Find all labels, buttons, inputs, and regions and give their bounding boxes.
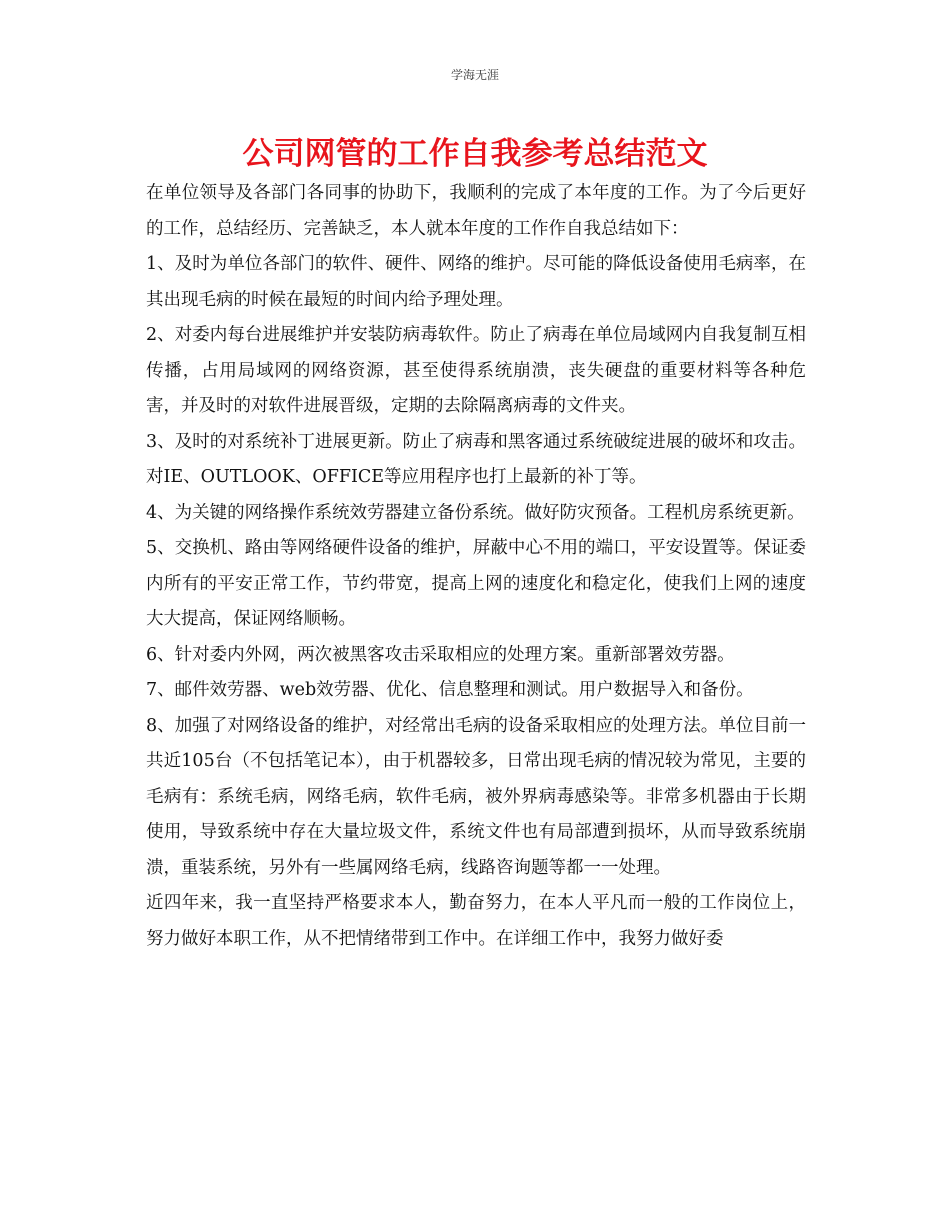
paragraph-item-8: 8、加强了对网络设备的维护，对经常出毛病的设备采取相应的处理方法。单位目前一共近105台（不包括笔记本），由于机器较多，日常出现毛病的情况较为常见，主要的毛病有：系统毛病，网络毛病，软件毛病，被外界病毒感染等。非常多机器由于长期使用，导致系统中存在大量垃圾文件，系统文件也有局部遭到损坏，从而导致系统崩溃，重装系统，另外有一些属网络毛病，线路咨询题等都一一处理。 bbox=[146, 715, 806, 878]
paragraph-item-5: 5、交换机、路由等网络硬件设备的维护，屏蔽中心不用的端口，平安设置等。保证委内所有的平安正常工作，节约带宽，提高上网的速度化和稳定化，使我们上网的速度大大提高，保证网络顺畅。 bbox=[146, 538, 806, 629]
document-body bbox=[146, 176, 806, 957]
paragraph-item-7: 7、邮件效劳器、web效劳器、优化、信息整理和测试。用户数据导入和备份。 bbox=[146, 680, 754, 700]
paragraph-closing: 近四年来，我一直坚持严格要求本人，勤奋努力，在本人平凡而一般的工作岗位上，努力做好本职工作，从不把情绪带到工作中。在详细工作中，我努力做好委 bbox=[146, 893, 806, 949]
paragraph-item-4: 4、为关键的网络操作系统效劳器建立备份系统。做好防灾预备。工程机房系统更新。 bbox=[146, 502, 805, 523]
document-title: 公司网管的工作自我参考总结范文 bbox=[242, 136, 708, 172]
paragraph-intro: 在单位领导及各部门各同事的协助下，我顺利的完成了本年度的工作。为了今后更好的工作，总结经历、完善缺乏，本人就本年度的工作作自我总结如下： bbox=[146, 183, 806, 239]
paragraph-item-6: 6、针对委内外网，两次被黑客攻击采取相应的处理方案。重新部署效劳器。 bbox=[146, 644, 735, 665]
paragraph-item-1: 1、及时为单位各部门的软件、硬件、网络的维护。尽可能的降低设备使用毛病率，在其出现毛病的时候在最短的时间内给予理处理。 bbox=[146, 254, 806, 310]
paragraph-item-2: 2、对委内每台进展维护并安装防病毒软件。防止了病毒在单位局域网内自我复制互相传播，占用局域网的网络资源，甚至使得系统崩溃，丧失硬盘的重要材料等各种危害，并及时的对软件进展晋级，定期的去除隔离病毒的文件夹。 bbox=[146, 325, 806, 416]
running-header: 学海无涯 bbox=[450, 68, 499, 82]
paragraph-item-3: 3、及时的对系统补丁进展更新。防止了病毒和黑客通过系统破绽进展的破坏和攻击。对IE、OUTLOOK、OFFICE等应用程序也打上最新的补丁等。 bbox=[146, 431, 806, 487]
